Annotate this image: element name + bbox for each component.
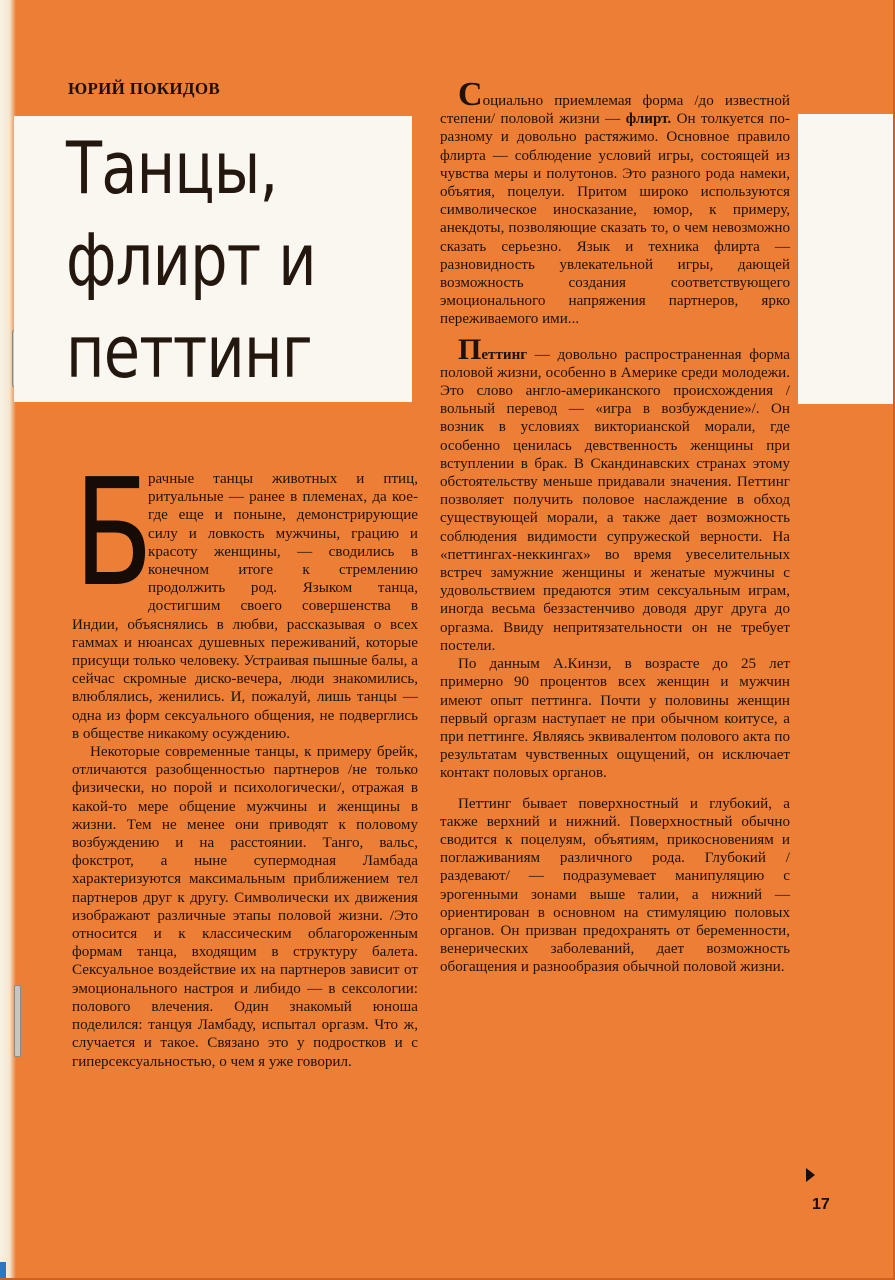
- author-name: ЮРИЙ ПОКИДОВ: [68, 79, 221, 98]
- title-line: петтинг: [66, 310, 312, 394]
- article-title: [66, 122, 316, 398]
- paragraph: По данным А.Кинзи, в возрасте до 25 лет примерно 90 процентов всех женщин и мужчин имеют опыт петтинга. Почти у половины женщин первый оргазм наступает не при обычном коитусе, а при петтинге. Являясь эквивалентом полового акта по результатам чувственных ощущений, он исключает контакт половых органов.: [440, 656, 790, 782]
- term-petting: еттинг: [481, 346, 528, 363]
- initial-letter: П: [458, 332, 482, 366]
- term-flirt: флирт.: [625, 111, 672, 128]
- title-line: флирт и: [66, 218, 316, 302]
- binding-staple: [14, 985, 21, 1057]
- left-text-column: [72, 447, 418, 1071]
- page-number: 17: [812, 1196, 830, 1213]
- drop-cap: Б: [74, 447, 154, 619]
- title-panel: [14, 116, 412, 402]
- decorative-white-strip: [798, 114, 895, 404]
- scan-corner-mark: [0, 1262, 6, 1280]
- paragraph: Некоторые современные танцы, к примеру брейк, отличаются разобщенностью партнеров /не только физически, но порой и психологически/, отражая в какой-то мере общение мужчины и женщины в жизни. Тем не менее они приводят к половому возбуждению и на расстоянии. Танго, вальс, фокстрот, а ныне супермодная Ламбада характеризуются максимальным приближением тел партнеров друг к другу. Символически их движения изображают различные этапы половой жизни. /Это относится и к классическим облагороженным формам танца, входящим в структуру балета. Сексуальное воздействие их на партнеров зависит от эмоционального настроя и либидо — в сексологии: полового влечения. Один знакомый юноша поделился: танцуя Ламбаду, испытал оргазм. Что ж, случается и такое. Связано это у подростков и с гиперсексуальностью, о чем я уже говорил.: [72, 744, 418, 1070]
- paragraph: Социально приемлемая форма /до известной степени/ половой жизни — флирт. Он толкуется по-разному и довольно растяжимо. Основное правило флирта — соблюдение условий игры, состоящей из чувства меры и полутонов. Это разного рода намеки, объятия, поцелуи. Притом широко используются символическое иносказание, юмор, к примеру, анекдоты, позволяющие сказать то, о чем невозможно сказать серьезно. Язык и техника флирта — разновидность увлекательной игры, дающей возможность создания соответствующего эмоционального напряжения партнеров, ярко переживаемого ими...: [440, 76, 790, 328]
- initial-letter: С: [458, 76, 483, 113]
- title-line: Танцы,: [66, 126, 278, 210]
- continue-arrow-icon: [806, 1168, 815, 1182]
- right-text-column: [440, 76, 790, 977]
- paragraph: Петтинг бывает поверхностный и глубокий, а также верхний и нижний. Поверхностный обычно сводится к поцелуям, объятиям, прикосновениям и поглаживаниям различного рода. Глубокий /раздевают/ — подразумевает манипуляцию с эрогенными зонами выше талии, а нижний — ориентирован в основном на стимуляцию половых органов. Он призван предохранять от беременности, венерических заболеваний, дает возможность обогащения и разнообразия обычной половой жизни.: [440, 795, 790, 976]
- paragraph: Петтинг — довольно распространенная форма половой жизни, особенно в Америке среди молодежи. Это слово англо-американского происхождения /вольный перевод — «игра в возбуждение»/. Он возник в условиях викторианской морали, где особенно ценилась девственность женщины при вступлении в брак. В Скандинавских странах этому обстоятельству меньше придавали значения. Петтинг позволяет получить половое наслаждение в обход существующей морали, а также дает возможность соблюдения видимости супружеской верности. На «петтингах-неккингах» во время увеселительных встреч замужние женщины и женатые мужчины с удовольствием предаются этим сексуальным играм, иногда весьма беззастенчиво доводя друг друга до оргазма. Ввиду непритязательности он не требует постели.: [440, 332, 790, 654]
- paragraph: рачные танцы животных и птиц, ритуальные — ранее в племенах, да кое-где еще и поныне, демонстрирующие силу и ловкость мужчины, грацию и красоту женщины, — сводились в конечном итоге к стремлению продолжить род. Языком танца, достигшим своего совершенства в Индии, объяснялись в любви, рассказывая о всех гаммах и нюансах душевных переживаний, которые присущи только человеку. Устраивая пышные балы, а сейчас скромные диско-вечера, люди знакомились, влюблялись, женились. И, пожалуй, лишь танцы — одна из форм сексуального общения, не подверглись в обществе никакому осуждению.: [72, 471, 418, 742]
